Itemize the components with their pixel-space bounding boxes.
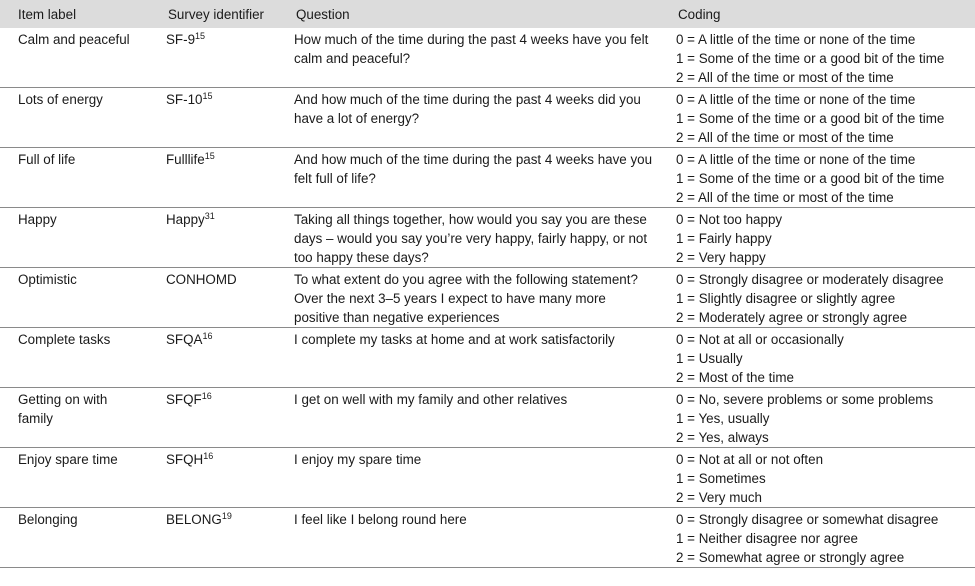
identifier-text: CONHOMD bbox=[166, 272, 237, 287]
coding-option: 1 = Some of the time or a good bit of the time bbox=[676, 111, 945, 126]
survey-identifier-cell bbox=[150, 448, 278, 508]
item-label-cell: Enjoy spare time bbox=[18, 452, 118, 467]
reference-superscript: 15 bbox=[202, 91, 213, 101]
coding-option: 1 = Neither disagree nor agree bbox=[676, 531, 859, 546]
header-coding: Coding bbox=[678, 6, 721, 22]
coding-cell bbox=[660, 208, 975, 268]
coding-cell bbox=[660, 268, 975, 328]
question-cell: And how much of the time during the past 4 weeks did you have a lot of energy? bbox=[294, 92, 641, 126]
coding-option: 0 = A little of the time or none of the time bbox=[676, 32, 916, 47]
coding-cell bbox=[660, 448, 975, 508]
coding-option: 1 = Usually bbox=[676, 351, 743, 366]
coding-option: 2 = Most of the time bbox=[676, 370, 794, 385]
coding-cell bbox=[660, 388, 975, 448]
identifier-text: Fulllife bbox=[166, 152, 205, 167]
identifier-text: SF-9 bbox=[166, 32, 196, 47]
question-cell: Taking all things together, how would you say you are these days – would you say you’re very happy, fairly happy, or not too happy these days? bbox=[294, 212, 648, 265]
question-cell: I complete my tasks at home and at work satisfactorily bbox=[294, 332, 615, 347]
table-row bbox=[0, 88, 975, 148]
survey-identifier-cell bbox=[150, 28, 278, 88]
reference-superscript: 19 bbox=[221, 511, 232, 521]
table-row bbox=[0, 388, 975, 448]
table-row bbox=[0, 148, 975, 208]
header-survey-identifier: Survey identifier bbox=[168, 6, 265, 22]
reference-superscript: 15 bbox=[204, 151, 215, 161]
reference-superscript: 15 bbox=[195, 31, 206, 41]
reference-superscript: 31 bbox=[204, 211, 215, 221]
coding-option: 0 = A little of the time or none of the time bbox=[676, 92, 916, 107]
survey-identifier-cell bbox=[150, 88, 278, 148]
table-row bbox=[0, 268, 975, 328]
question-cell: I enjoy my spare time bbox=[294, 452, 422, 467]
item-label-cell: Complete tasks bbox=[18, 332, 111, 347]
coding-option: 1 = Some of the time or a good bit of the time bbox=[676, 171, 945, 186]
table-row bbox=[0, 28, 975, 88]
identifier-text: SF-10 bbox=[166, 92, 203, 107]
reference-superscript: 16 bbox=[201, 391, 212, 401]
question-cell: I feel like I belong round here bbox=[294, 512, 467, 527]
item-label-cell: Calm and peaceful bbox=[18, 32, 130, 47]
reference-superscript: 16 bbox=[203, 451, 214, 461]
question-cell: And how much of the time during the past 4 weeks have you felt full of life? bbox=[294, 152, 653, 186]
coding-option: 0 = Not at all or occasionally bbox=[676, 332, 844, 347]
header-row bbox=[0, 0, 975, 28]
coding-option: 2 = Very happy bbox=[676, 250, 766, 265]
item-label-cell: Lots of energy bbox=[18, 92, 103, 107]
coding-cell bbox=[660, 28, 975, 88]
item-label-cell: Happy bbox=[18, 212, 57, 227]
survey-identifier-cell bbox=[150, 208, 278, 268]
item-label-cell: Full of life bbox=[18, 152, 76, 167]
header-item-label: Item label bbox=[18, 6, 77, 22]
coding-option: 0 = Strongly disagree or somewhat disagree bbox=[676, 512, 939, 527]
identifier-text: SFQA bbox=[166, 332, 203, 347]
coding-option: 0 = No, severe problems or some problems bbox=[676, 392, 934, 407]
coding-option: 0 = Strongly disagree or moderately disagree bbox=[676, 272, 944, 287]
coding-option: 2 = Yes, always bbox=[676, 430, 769, 445]
identifier-text: Happy bbox=[166, 212, 205, 227]
table-row bbox=[0, 208, 975, 268]
identifier-text: SFQH bbox=[166, 452, 204, 467]
coding-cell bbox=[660, 148, 975, 208]
coding-option: 1 = Some of the time or a good bit of the time bbox=[676, 51, 945, 66]
item-label-cell: Getting on with family bbox=[18, 392, 108, 426]
survey-identifier-cell bbox=[150, 328, 278, 388]
reference-superscript: 16 bbox=[202, 331, 213, 341]
question-cell: To what extent do you agree with the following statement? Over the next 3–5 years I expect to have many more positive than negative experiences bbox=[294, 272, 638, 325]
coding-option: 2 = Somewhat agree or strongly agree bbox=[676, 550, 905, 565]
coding-option: 1 = Sometimes bbox=[676, 471, 766, 486]
coding-option: 2 = Very much bbox=[676, 490, 762, 505]
coding-option: 1 = Yes, usually bbox=[676, 411, 770, 426]
survey-identifier-cell bbox=[150, 148, 278, 208]
coding-option: 0 = A little of the time or none of the time bbox=[676, 152, 916, 167]
coding-cell bbox=[660, 508, 975, 568]
coding-option: 2 = All of the time or most of the time bbox=[676, 130, 894, 145]
coding-option: 2 = Moderately agree or strongly agree bbox=[676, 310, 908, 325]
table-row bbox=[0, 328, 975, 388]
header-question: Question bbox=[296, 6, 350, 22]
question-cell: I get on well with my family and other relatives bbox=[294, 392, 568, 407]
coding-option: 1 = Fairly happy bbox=[676, 231, 772, 246]
table-row bbox=[0, 448, 975, 508]
coding-option: 0 = Not too happy bbox=[676, 212, 783, 227]
coding-cell bbox=[660, 328, 975, 388]
question-cell: How much of the time during the past 4 weeks have you felt calm and peaceful? bbox=[294, 32, 649, 66]
survey-identifier-cell bbox=[150, 268, 278, 328]
table-row bbox=[0, 508, 975, 568]
coding-option: 2 = All of the time or most of the time bbox=[676, 70, 894, 85]
identifier-text: SFQF bbox=[166, 392, 202, 407]
coding-option: 0 = Not at all or not often bbox=[676, 452, 824, 467]
coding-option: 1 = Slightly disagree or slightly agree bbox=[676, 291, 896, 306]
item-label-cell: Optimistic bbox=[18, 272, 77, 287]
survey-identifier-cell bbox=[150, 508, 278, 568]
coding-option: 2 = All of the time or most of the time bbox=[676, 190, 894, 205]
coding-cell bbox=[660, 88, 975, 148]
survey-identifier-cell bbox=[150, 388, 278, 448]
item-label-cell: Belonging bbox=[18, 512, 78, 527]
identifier-text: BELONG bbox=[166, 512, 222, 527]
